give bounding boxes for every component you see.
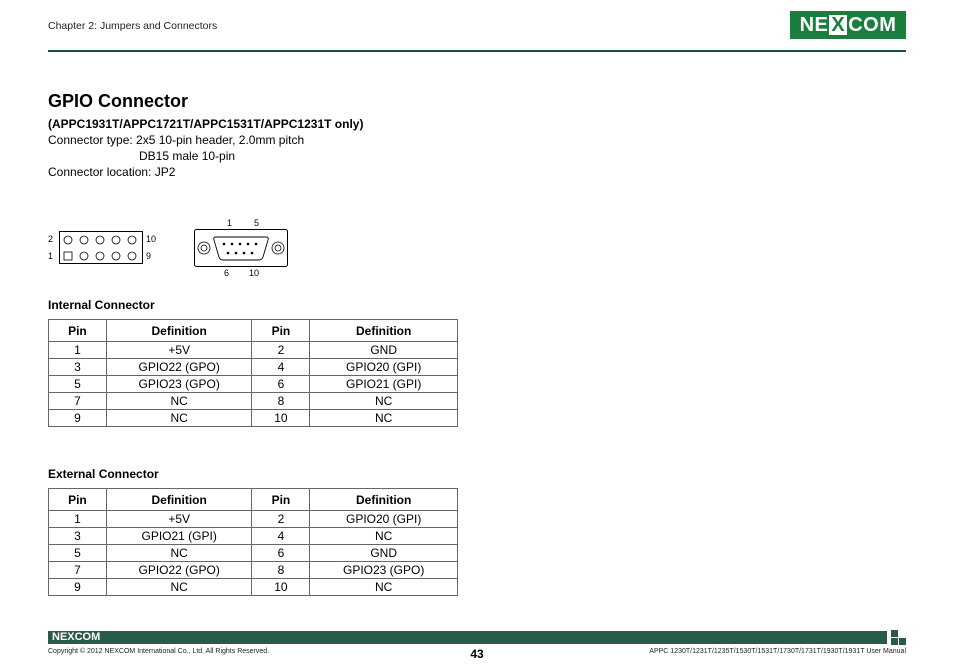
column-header: Definition: [310, 320, 458, 342]
table-cell: 7: [49, 393, 107, 410]
column-header: Pin: [252, 320, 310, 342]
table-row: [49, 545, 458, 562]
page-title: GPIO Connector: [48, 91, 189, 111]
table-row: [49, 359, 458, 376]
table-cell: +5V: [106, 342, 252, 359]
table-cell: 6: [252, 376, 310, 393]
footer-square-icon: [891, 638, 898, 645]
table-cell: GPIO21 (GPI): [310, 376, 458, 393]
table-cell: 6: [252, 545, 310, 562]
copyright-text: Copyright © 2012 NEXCOM International Co., Ltd. All Rights Reserved.: [48, 648, 270, 655]
table-row: [49, 410, 458, 427]
model-list: (APPC1931T/APPC1721T/APPC1531T/APPC1231T only): [48, 117, 364, 131]
table-cell: GPIO22 (GPO): [106, 562, 252, 579]
table-header-row: [49, 489, 458, 511]
table-cell: 4: [252, 359, 310, 376]
table-cell: NC: [310, 579, 458, 596]
table-row: [49, 376, 458, 393]
page-number: 43: [470, 647, 484, 661]
pin-label-1: 1: [48, 251, 54, 261]
table-cell: GPIO20 (GPI): [310, 359, 458, 376]
table-row: [49, 342, 458, 359]
logo-text-com: COM: [848, 13, 897, 36]
table-cell: 10: [252, 579, 310, 596]
header-rule: [48, 50, 906, 52]
footer-logo: NEXCOM: [52, 631, 101, 643]
table-cell: 1: [49, 511, 107, 528]
table-cell: NC: [106, 579, 252, 596]
table-row: [49, 511, 458, 528]
table-cell: 10: [252, 410, 310, 427]
footer-bar: [48, 631, 887, 644]
db-connector-graphic: [194, 229, 288, 267]
table-row: [49, 393, 458, 410]
db-label-1: 1: [227, 218, 233, 228]
table-cell: GND: [310, 545, 458, 562]
table-cell: NC: [106, 545, 252, 562]
table-cell: 8: [252, 393, 310, 410]
table-cell: 5: [49, 376, 107, 393]
table-cell: NC: [106, 393, 252, 410]
chapter-title: Chapter 2: Jumpers and Connectors: [48, 20, 218, 32]
column-header: Definition: [106, 489, 252, 511]
table-cell: 9: [49, 410, 107, 427]
column-header: Pin: [49, 489, 107, 511]
table-cell: 9: [49, 579, 107, 596]
table-cell: 1: [49, 342, 107, 359]
internal-connector-table: [48, 319, 458, 427]
logo-text-x: X: [831, 14, 846, 36]
table-cell: 3: [49, 359, 107, 376]
connector-type-db15: DB15 male 10-pin: [139, 149, 236, 163]
table-cell: +5V: [106, 511, 252, 528]
table-cell: NC: [310, 528, 458, 545]
footer-square-icon: [899, 638, 906, 645]
table-cell: NC: [106, 410, 252, 427]
table-cell: 2: [252, 511, 310, 528]
manual-title: APPC 1230T/1231T/1235T/1530T/1531T/1730T/1731T/1930T/1931T User Manual: [649, 648, 906, 655]
internal-connector-heading: Internal Connector: [48, 298, 155, 312]
db-label-10: 10: [249, 268, 260, 278]
table-header-row: [49, 320, 458, 342]
table-cell: 2: [252, 342, 310, 359]
external-connector-heading: External Connector: [48, 467, 159, 481]
table-cell: GPIO23 (GPO): [106, 376, 252, 393]
pin-header-graphic: [59, 231, 143, 265]
db-label-6: 6: [224, 268, 230, 278]
column-header: Definition: [310, 489, 458, 511]
db-label-5: 5: [254, 218, 260, 228]
table-cell: NC: [310, 410, 458, 427]
table-cell: NC: [310, 393, 458, 410]
connector-type: Connector type: 2x5 10-pin header, 2.0mm pitch: [48, 133, 305, 147]
column-header: Pin: [252, 489, 310, 511]
pin-header-diagram: [46, 226, 161, 266]
footer-square-icon: [891, 630, 898, 637]
table-cell: 4: [252, 528, 310, 545]
table-row: [49, 528, 458, 545]
table-cell: 8: [252, 562, 310, 579]
pin-label-9: 9: [146, 251, 152, 261]
table-cell: 7: [49, 562, 107, 579]
table-cell: GPIO23 (GPO): [310, 562, 458, 579]
db-connector-diagram: [192, 218, 290, 280]
table-cell: GPIO20 (GPI): [310, 511, 458, 528]
column-header: Pin: [49, 320, 107, 342]
table-cell: GPIO22 (GPO): [106, 359, 252, 376]
nexcom-logo: [790, 11, 906, 39]
table-row: [49, 562, 458, 579]
table-cell: 3: [49, 528, 107, 545]
table-cell: 5: [49, 545, 107, 562]
column-header: Definition: [106, 320, 252, 342]
pin-label-10: 10: [146, 234, 157, 244]
external-connector-table: [48, 488, 458, 596]
table-row: [49, 579, 458, 596]
table-cell: GND: [310, 342, 458, 359]
table-cell: GPIO21 (GPI): [106, 528, 252, 545]
pin-label-2: 2: [48, 234, 54, 244]
connector-location: Connector location: JP2: [48, 165, 176, 179]
logo-text-ne: NE: [799, 13, 829, 36]
